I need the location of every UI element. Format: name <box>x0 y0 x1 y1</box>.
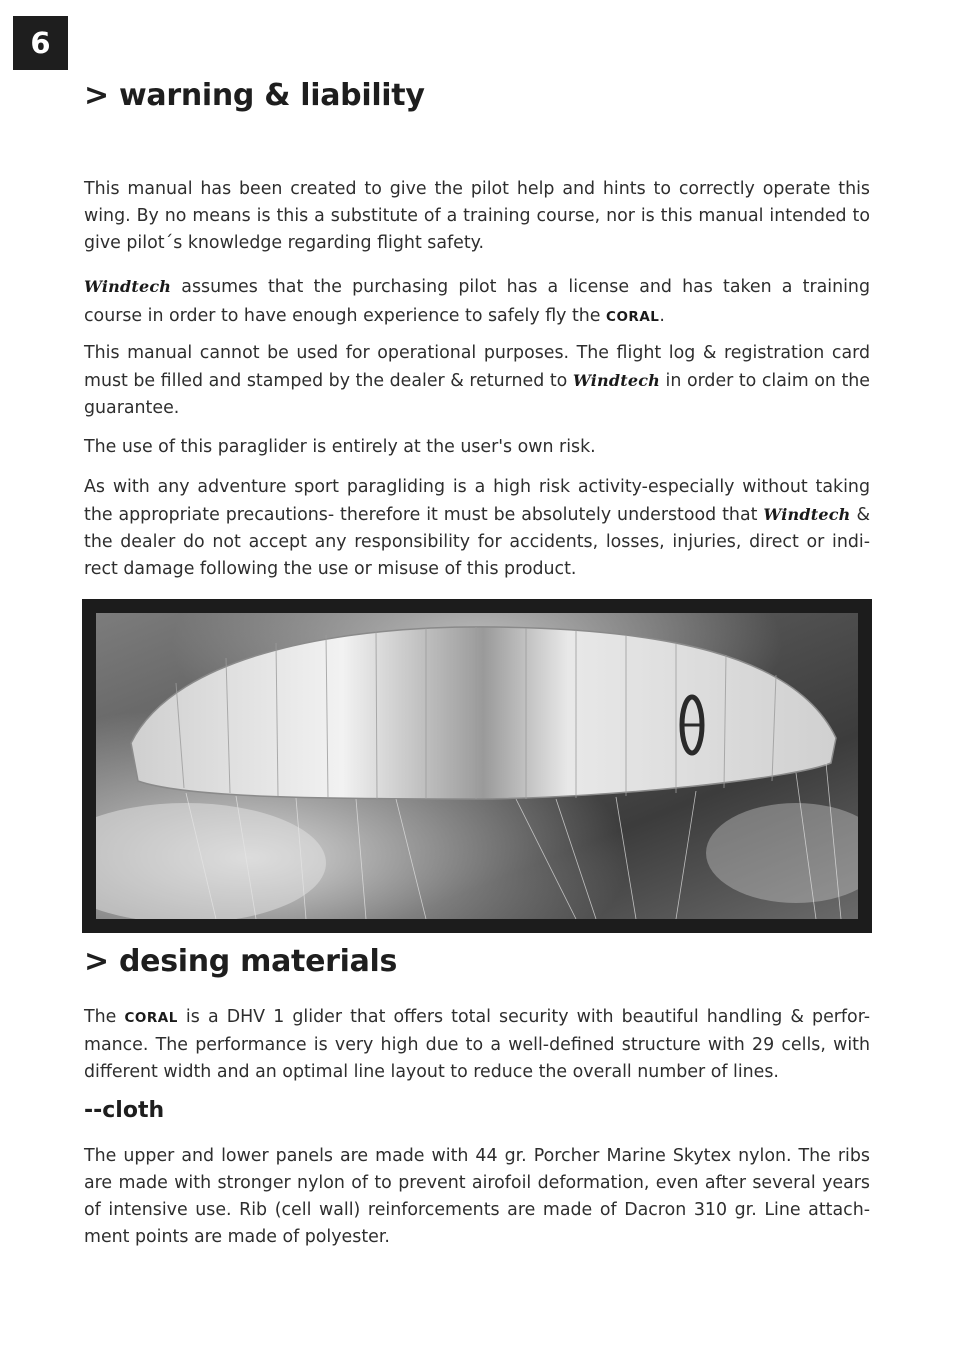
paragraph-text: assumes that the purchasing pilot has a license and has taken a training course in order to have enough experience to safely fly the <box>84 277 870 326</box>
paragraph-text: in order to claim on the guarantee. <box>84 371 870 418</box>
paragraph-manual-purpose: This manual has been created to give the pilot help and hints to correctly operate this wing. By no means is this a substitute of a training course, nor is this manual intended to give pilot´s knowledge regarding flight safety. <box>84 179 870 253</box>
brand-name: Windtech <box>572 371 660 390</box>
brand-name: Windtech <box>763 505 851 524</box>
paragraph-glider-description <box>84 1004 870 1086</box>
section-title-warning: > warning & liability <box>84 78 425 113</box>
brand-name: Windtech <box>84 277 172 296</box>
paraglider-wing-image <box>96 613 858 919</box>
paragraph-own-risk: The use of this paraglider is entirely at the user's own risk. <box>84 437 596 457</box>
paraglider-photo <box>82 599 872 933</box>
page-number: 6 <box>13 16 68 70</box>
subsection-title-cloth: --cloth <box>84 1098 165 1123</box>
paragraph-license <box>84 272 870 332</box>
model-name: CORAL <box>606 309 660 325</box>
section-title-materials: > desing materials <box>84 944 398 979</box>
paragraph-text: is a DHV 1 glider that offers total security with beautiful handling & perfor-mance. The performance is very high due to a well-defined structure with 29 cells, with different width and an optimal line layout to reduce the overall number of lines. <box>84 1007 871 1082</box>
paragraph-text: . <box>659 306 665 326</box>
paragraph-text: As with any adventure sport paragliding is a high risk activity-especially without taking the appropriate precautions- therefore it must be absolutely understood that <box>84 477 870 525</box>
paragraph-text: & the dealer do not accept any responsibility for accidents, losses, injuries, direct or indi-rect damage following the use or misuse of this product. <box>84 505 871 579</box>
paragraph-responsibility <box>84 474 870 583</box>
paragraph-registration <box>84 340 870 422</box>
paragraph-cloth: The upper and lower panels are made with 44 gr. Porcher Marine Skytex nylon. The ribs are made with stronger nylon of to prevent airofoil deformation, even after several years of intensive use. Rib (cell wall) reinforcements are made of Dacron 310 gr. Line attach-ment points are made of polyester. <box>84 1146 870 1247</box>
paragraph-text: The <box>84 1007 125 1027</box>
paragraph-text: This manual cannot be used for operational purposes. The flight log & registration card must be filled and stamped by the dealer & returned to <box>84 343 870 391</box>
model-name: CORAL <box>124 1010 178 1026</box>
